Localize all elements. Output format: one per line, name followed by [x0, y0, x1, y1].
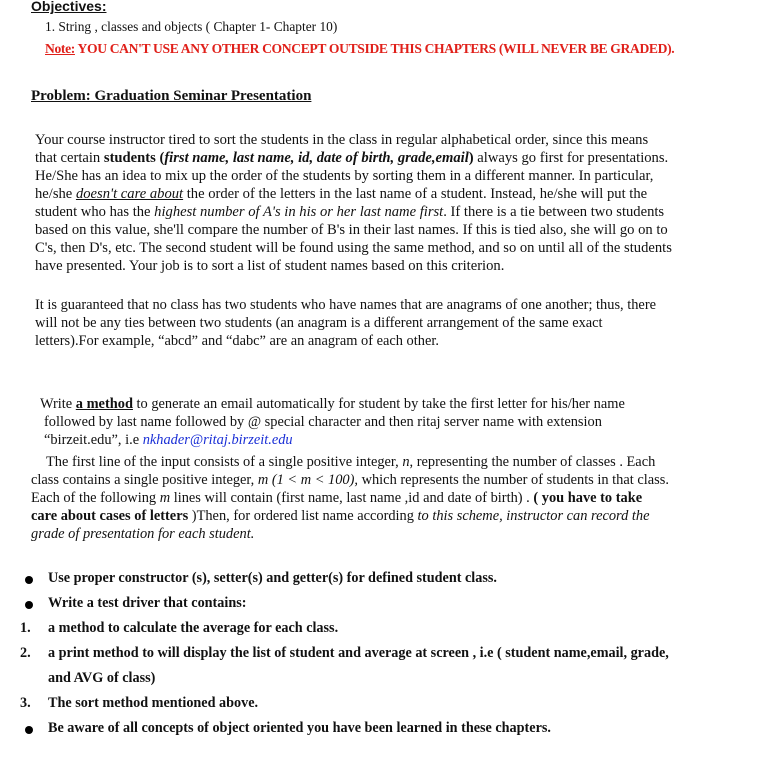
list-number: 3. [20, 695, 31, 711]
requirement-text: Write a test driver that contains: [48, 595, 247, 611]
requirement-text: Be aware of all concepts of object oriented you have been learned in these chapters. [48, 720, 551, 736]
example-email: nkhader@ritaj.birzeit.edu [142, 432, 293, 448]
note-label: Note: [45, 41, 75, 56]
p4-line-3: Each of the following m lines will contain (first name, last name ,id and date of birth) . ( you have to take [31, 490, 643, 506]
requirement-text: a method to calculate the average for each class. [48, 620, 339, 636]
p1-line-4: he/she doesn't care about the order of the letters in the last name of a student. Instead, he/she will put the [35, 186, 648, 202]
objective-item-1: 1. String , classes and objects ( Chapter 1- Chapter 10) [45, 19, 338, 34]
bullet-icon [25, 576, 33, 584]
paragraph-email-method [40, 395, 730, 449]
bullet-icon [25, 601, 33, 609]
p1-line-1: Your course instructor tired to sort the students in the class in regular alphabetical order, since this means [35, 132, 649, 148]
requirement-text: The sort method mentioned above. [48, 695, 259, 711]
requirement-text: and AVG of class) [48, 670, 156, 686]
note-line [45, 41, 674, 57]
p3-line-2: followed by last name followed by @ special character and then ritaj server name with extension [44, 414, 602, 430]
p1-line-6: based on this value, she'll compare the number of B's in their last names. If this is tied also, she will go on to [35, 222, 668, 238]
p3-line-3: “birzeit.edu”, i.e nkhader@ritaj.birzeit.edu [44, 432, 293, 448]
problem-title: Problem: Graduation Seminar Presentation [31, 88, 312, 104]
p4-line-5: grade of presentation for each student. [31, 526, 255, 542]
p1-line-2: that certain students (first name, last name, id, date of birth, grade,email) always go first for presentations. [35, 150, 669, 166]
paragraph-problem-description [35, 131, 741, 275]
p2-line-2: will not be any ties between two students (an anagram is a different arrangement of the same exact [35, 315, 603, 331]
p1-line-8: have presented. Your job is to sort a list of student names based on this criterion. [35, 258, 505, 274]
note-text: YOU CAN'T USE ANY OTHER CONCEPT OUTSIDE THIS CHAPTERS (WILL NEVER BE GRADED). [74, 41, 675, 56]
list-number: 1. [20, 620, 31, 636]
p2-line-3: letters).For example, “abcd” and “dabc” are an anagram of each other. [35, 333, 439, 349]
objectives-heading: Objectives: [31, 0, 107, 14]
p4-line-1: The first line of the input consists of a single positive integer, n, representing the number of classes . Each [46, 454, 656, 470]
requirement-text: Use proper constructor (s), setter(s) and getter(s) for defined student class. [48, 570, 497, 586]
bullet-icon [25, 726, 33, 734]
paragraph-input-format [31, 453, 743, 543]
p4-line-2: class contains a single positive integer, m (1 < m < 100), which represents the number of students in that class. [31, 472, 669, 488]
p1-line-3: He/She has an idea to mix up the order of the students by sorting them in a different manner. In particular, [35, 168, 654, 184]
paragraph-anagram-guarantee [35, 296, 735, 350]
requirement-text: a print method to will display the list of student and average at screen , i.e ( student name,email, grade, [48, 645, 669, 661]
p1-line-7: C's, then D's, etc. The second student will be found using the same method, and so on until all of the students [35, 240, 672, 256]
p4-line-4: care about cases of letters )Then, for ordered list name according to this scheme, instructor can record the [31, 508, 650, 524]
p2-line-1: It is guaranteed that no class has two students who have names that are anagrams of one another; thus, there [35, 297, 657, 313]
p3-line-1: Write a method to generate an email automatically for student by take the first letter for his/her name [40, 396, 625, 412]
p1-line-5: student who has the highest number of A's in his or her last name first. If there is a tie between two students [35, 204, 665, 220]
list-number: 2. [20, 645, 31, 661]
